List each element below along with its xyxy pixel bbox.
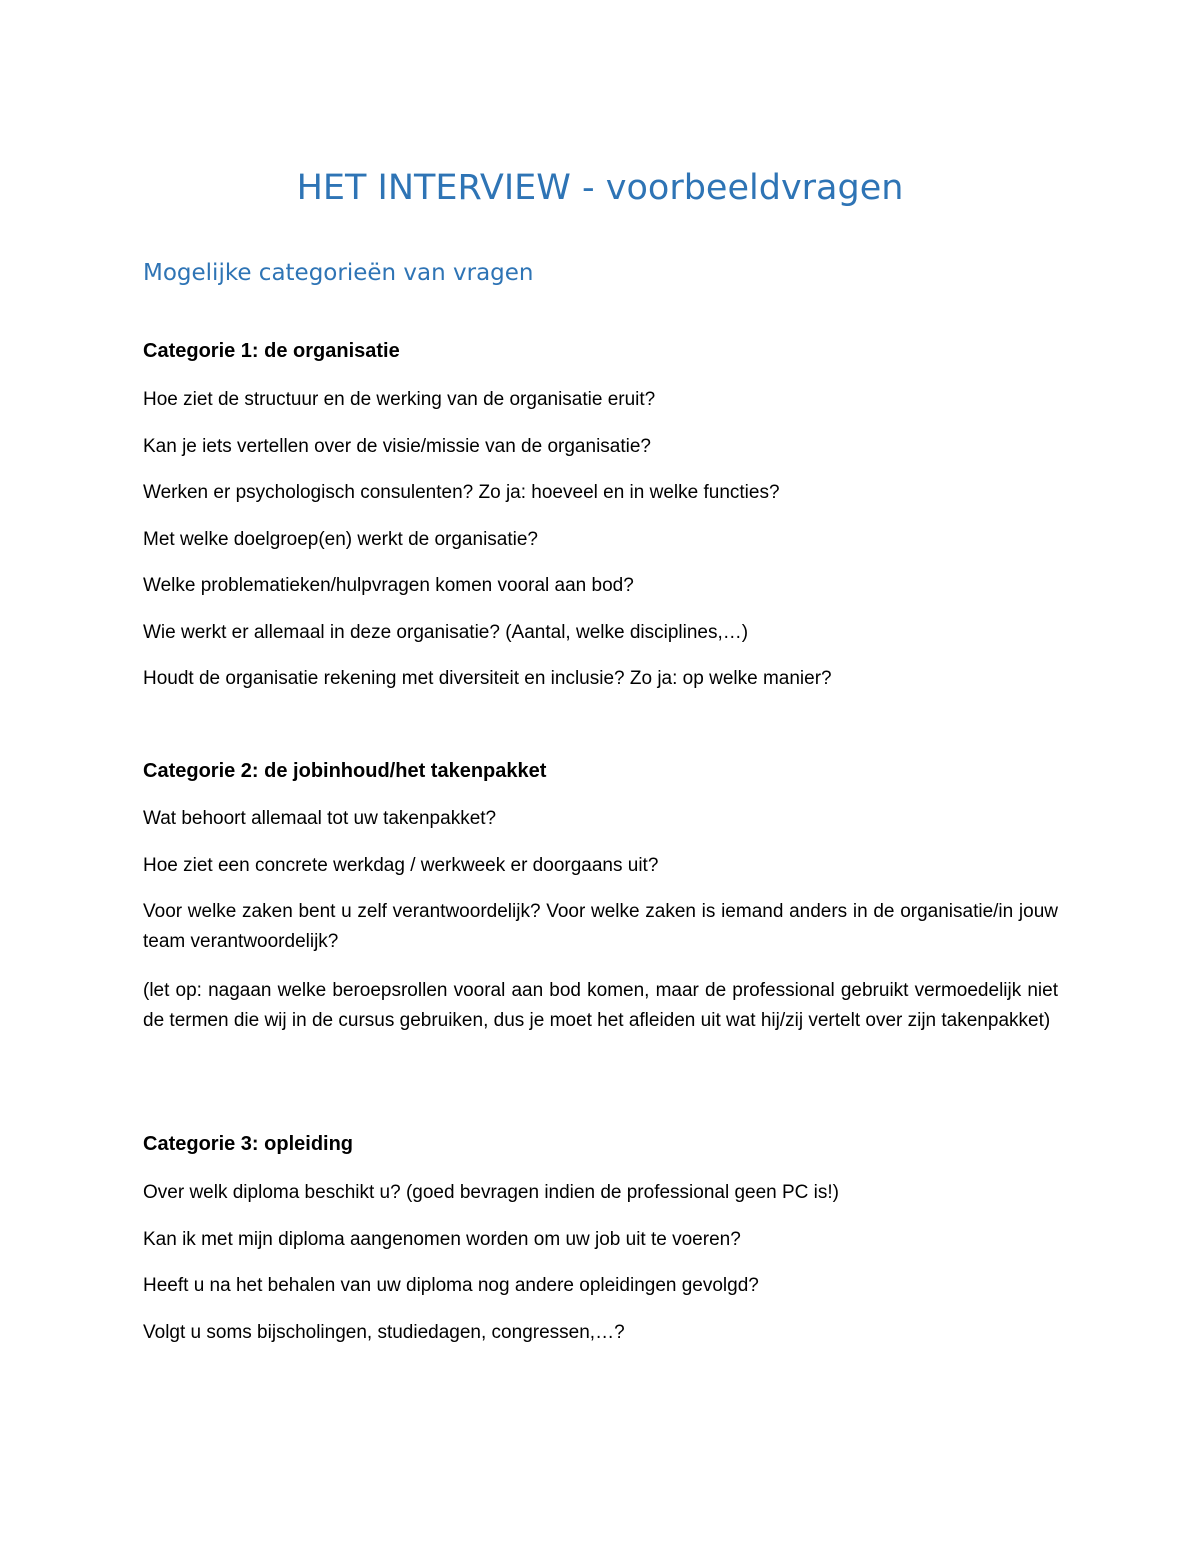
question-item: Werken er psychologisch consulenten? Zo ja: hoeveel en in welke functies? [143,482,780,503]
question-note: (let op: nagaan welke beroepsrollen vooral aan bod komen, maar de professional gebruikt vermoedelijk niet de termen die wij in de cursus gebruiken, dus je moet het afleiden uit wat hij/zij vertelt over zijn takenpakket) [143,980,1058,1031]
category-heading-jobinhoud: Categorie 2: de jobinhoud/het takenpakket [143,760,547,782]
question-item: Over welk diploma beschikt u? (goed bevragen indien de professional geen PC is!) [143,1182,840,1203]
document-title: HET INTERVIEW - voorbeeldvragen [296,168,904,208]
question-item: Wat behoort allemaal tot uw takenpakket? [143,808,497,829]
question-item: Kan ik met mijn diploma aangenomen worden om uw job uit te voeren? [143,1229,741,1250]
category-heading-opleiding: Categorie 3: opleiding [143,1133,354,1155]
question-item: Hoe ziet de structuur en de werking van de organisatie eruit? [143,389,656,410]
question-item: Met welke doelgroep(en) werkt de organisatie? [143,529,538,550]
question-item: Hoe ziet een concrete werkdag / werkweek er doorgaans uit? [143,855,659,876]
question-item: Volgt u soms bijscholingen, studiedagen, congressen,…? [143,1322,625,1343]
question-item: Kan je iets vertellen over de visie/missie van de organisatie? [143,436,651,457]
question-item: Voor welke zaken bent u zelf verantwoordelijk? Voor welke zaken is iemand anders in de organisatie/in jouw team verantwoordelijk? [143,901,1058,952]
question-item: Heeft u na het behalen van uw diploma nog andere opleidingen gevolgd? [143,1275,759,1296]
question-item: Welke problematieken/hulpvragen komen vooral aan bod? [143,575,634,596]
document-subtitle: Mogelijke categorieën van vragen [143,260,534,286]
question-item: Wie werkt er allemaal in deze organisatie? (Aantal, welke disciplines,…) [143,622,749,643]
category-heading-organisatie: Categorie 1: de organisatie [143,340,400,362]
question-item: Houdt de organisatie rekening met diversiteit en inclusie? Zo ja: op welke manier? [143,668,832,689]
